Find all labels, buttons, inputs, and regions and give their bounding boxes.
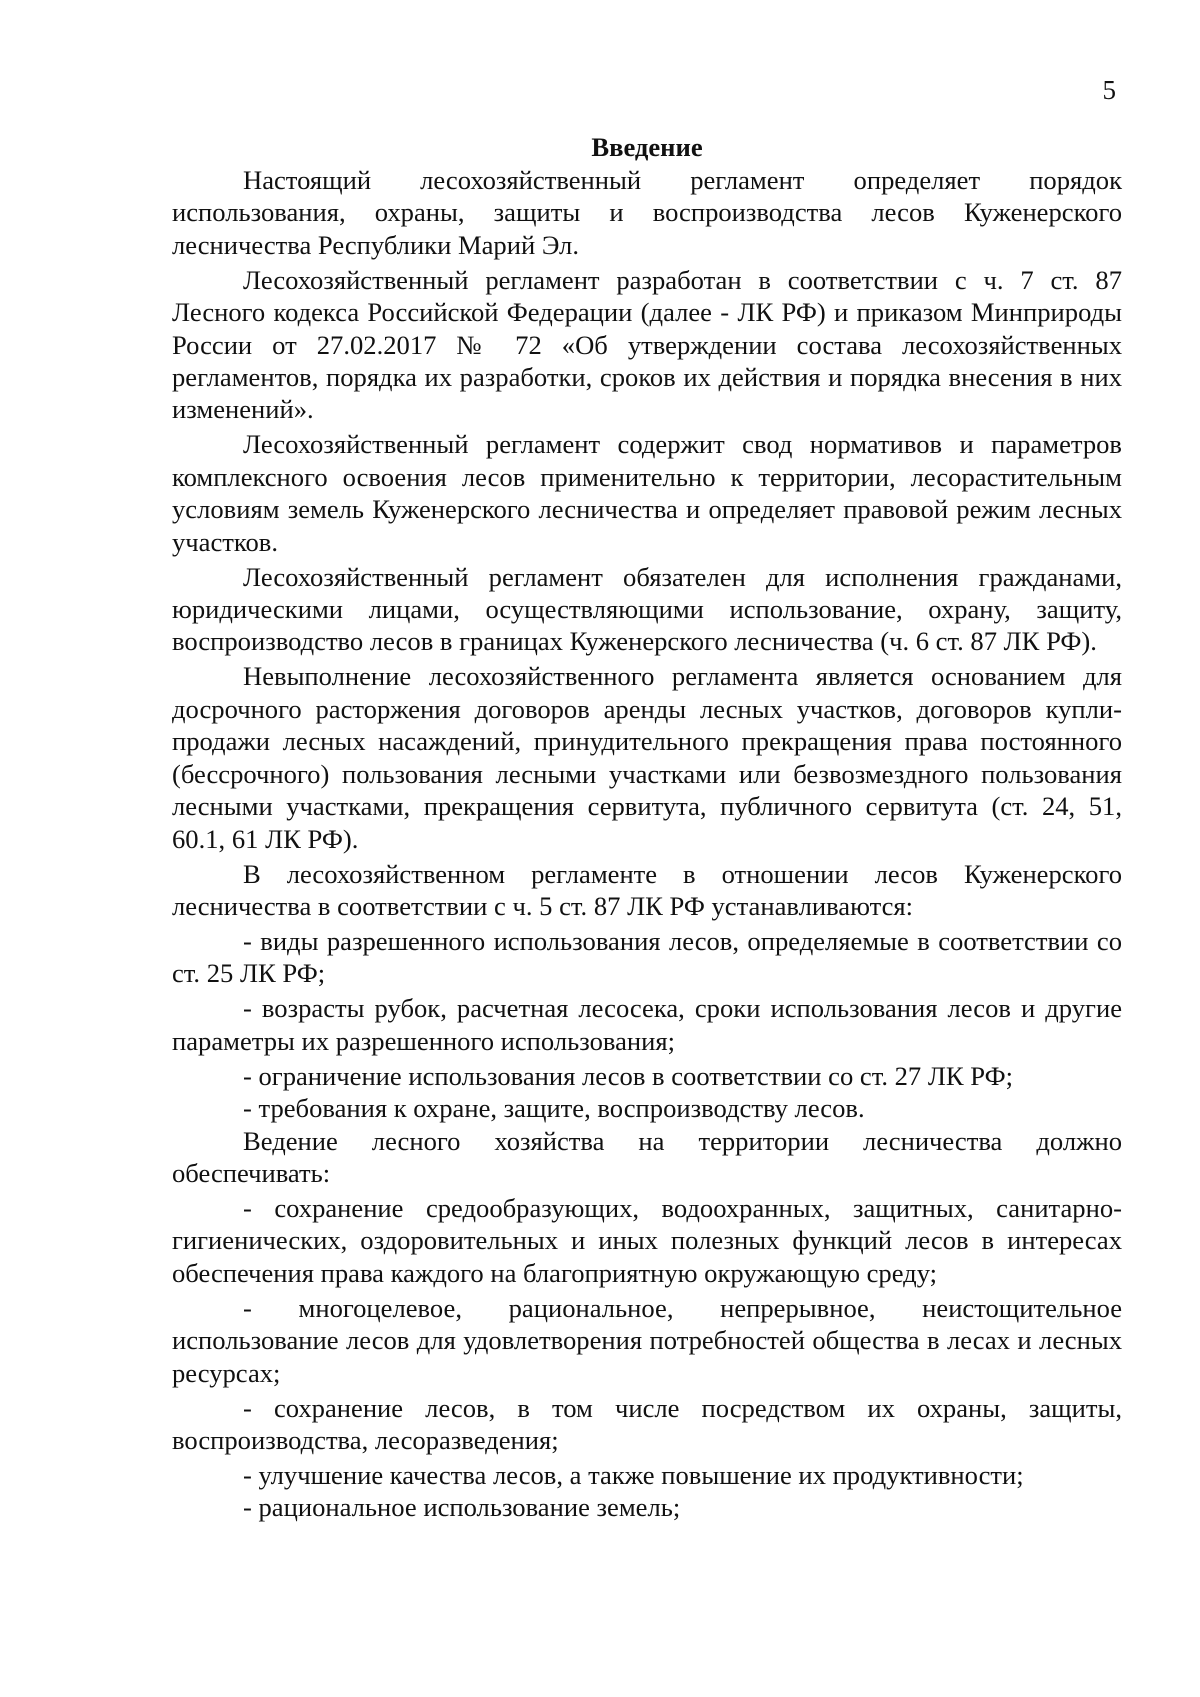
- list-item-use-restrictions: - ограничение использования лесов в соответствии со ст. 27 ЛК РФ;: [243, 1060, 1014, 1091]
- paragraph-contents: Лесохозяйственный регламент содержит свод нормативов и параметров комплексного освоения лесов применительно к территории, лесорастительным условиям земель Куженерского лесничества и определяет правовой режим лесных участков.: [172, 429, 1122, 557]
- list-item-preservation-functions: - сохранение средообразующих, водоохранных, защитных, санитарно-гигиенических, оздоровительных и иных полезных функций лесов в интересах обеспечения права каждого на благоприятную окружающую среду;: [172, 1192, 1122, 1288]
- list-item-types-of-use: - виды разрешенного использования лесов, определяемые в соответствии со ст. 25 ЛК РФ;: [172, 925, 1122, 989]
- list-item-quality-improvement: - улучшение качества лесов, а также повышение их продуктивности;: [243, 1459, 1024, 1490]
- document-body: [172, 131, 1122, 1524]
- page-number: 5: [1102, 75, 1116, 105]
- list-item-land-use: - рациональное использование земель;: [243, 1492, 681, 1523]
- list-item-protection-requirements: - требования к охране, защите, воспроизводству лесов.: [243, 1093, 865, 1124]
- section-heading: Введение: [591, 132, 703, 162]
- list-item-felling-ages: - возрасты рубок, расчетная лесосека, сроки использования лесов и другие параметры их разрешенного использования;: [172, 993, 1122, 1056]
- paragraph-purpose: Настоящий лесохозяйственный регламент определяет порядок использования, охраны, защиты и воспроизводства лесов Куженерского лесничества Республики Марий Эл.: [172, 165, 1122, 260]
- paragraph-legal-basis: Лесохозяйственный регламент разработан в соответствии с ч. 7 ст. 87 Лесного кодекса Российской Федерации (далее - ЛК РФ) и приказом Минприроды России от 27.02.2017 № 72 «Об утверждении состава лесохозяйственных регламентов, порядка их разработки, сроков их действия и порядка внесения в них изменений».: [172, 264, 1122, 425]
- paragraph-established-items-intro: В лесохозяйственном регламенте в отношении лесов Куженерского лесничества в соответствии с ч. 5 ст. 87 ЛК РФ устанавливаются:: [172, 858, 1122, 921]
- paragraph-obligation: Лесохозяйственный регламент обязателен для исполнения гражданами, юридическими лицами, осуществляющими использование, охрану, защиту, воспроизводство лесов в границах Куженерского лесничества (ч. 6 ст. 87 ЛК РФ).: [172, 561, 1122, 657]
- list-item-forest-conservation: - сохранение лесов, в том числе посредством их охраны, защиты, воспроизводства, лесоразведения;: [172, 1392, 1122, 1455]
- paragraph-non-compliance: Невыполнение лесохозяйственного регламента является основанием для досрочного расторжения договоров аренды лесных участков, договоров купли-продажи лесных насаждений, принудительного прекращения права постоянного (бессрочного) пользования лесными участками или безвозмездного пользования лесными участками, прекращения сервитута, публичного сервитута (ст. 24, 51, 60.1, 61 ЛК РФ).: [172, 661, 1122, 854]
- paragraph-management-goals-intro: Ведение лесного хозяйства на территории лесничества должно обеспечивать:: [172, 1125, 1122, 1188]
- list-item-multipurpose-use: - многоцелевое, рациональное, непрерывное, неистощительное использование лесов для удовлетворения потребностей общества в лесах и лесных ресурсах;: [172, 1292, 1122, 1388]
